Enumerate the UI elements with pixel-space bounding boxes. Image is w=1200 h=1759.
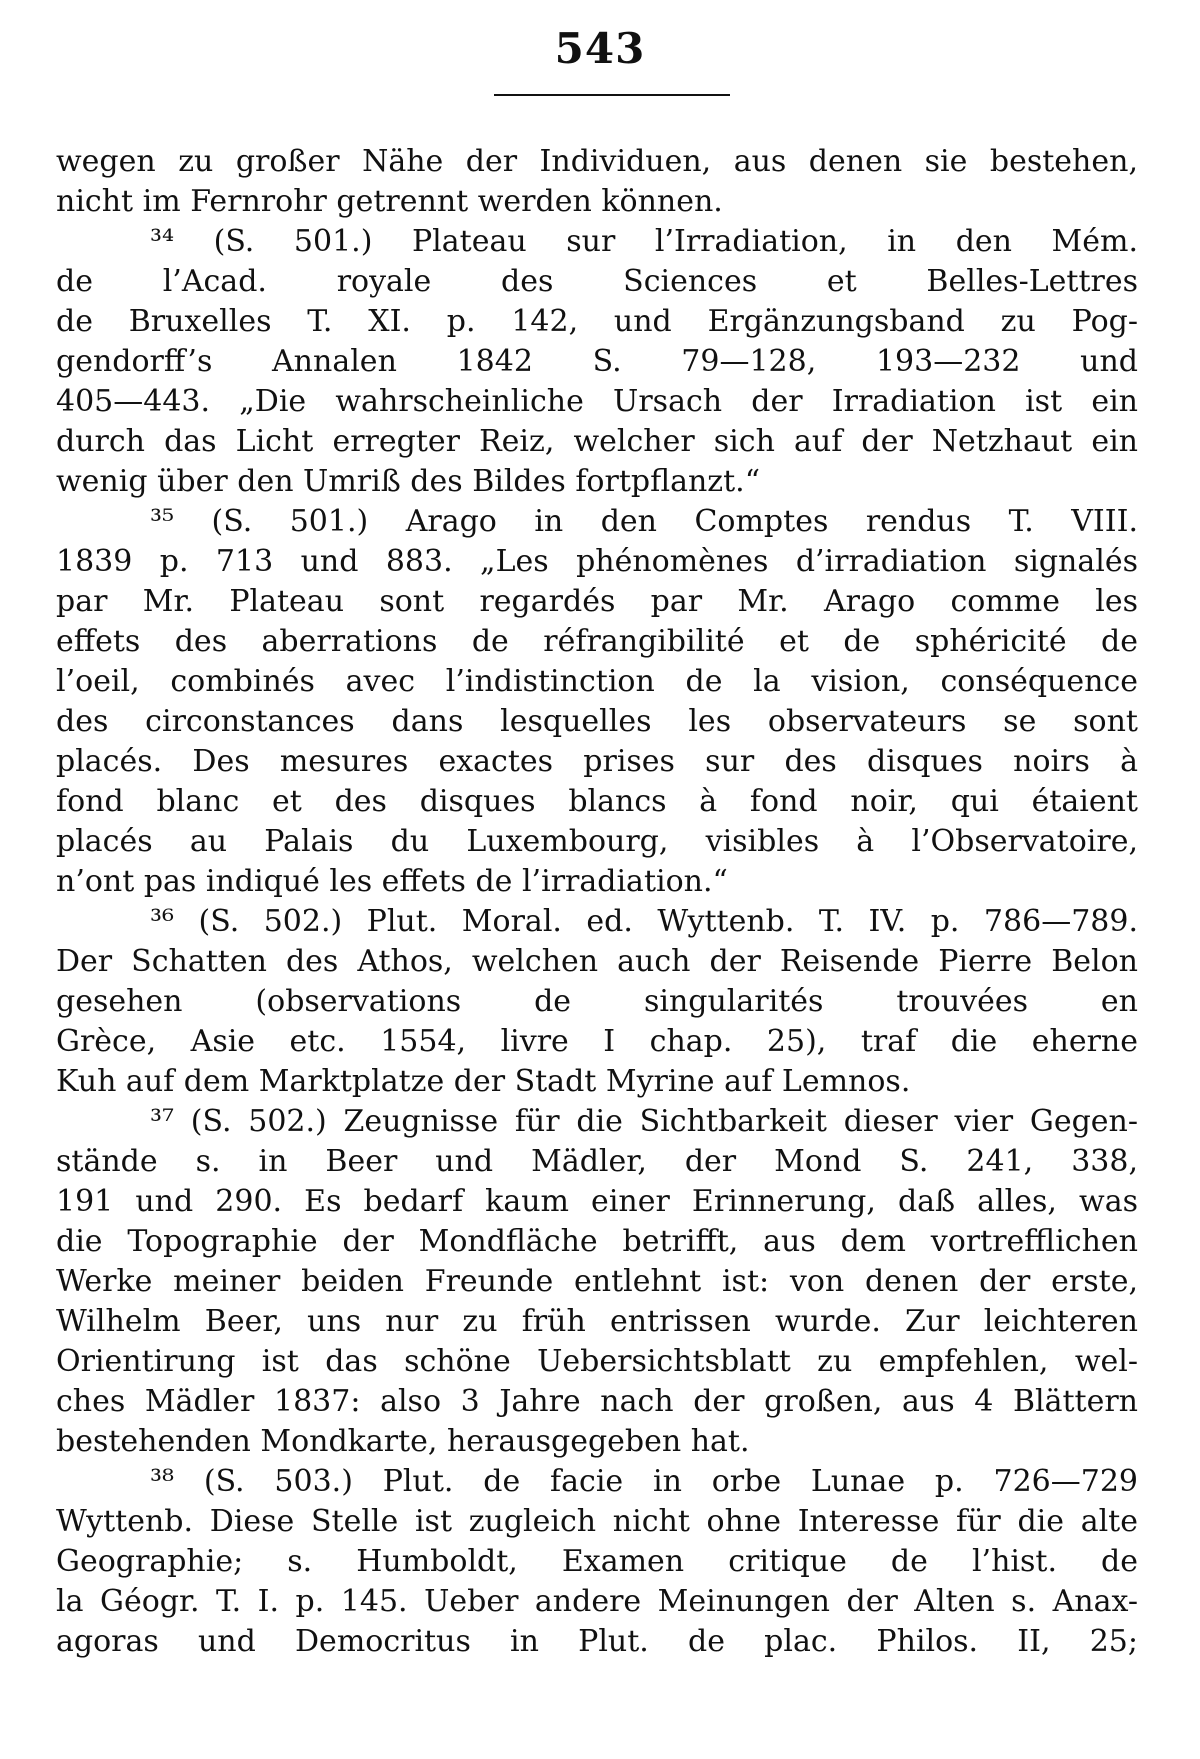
text-line: par Mr. Plateau sont regardés par Mr. Arago comme les <box>56 584 1138 619</box>
text-line: nicht im Fernrohr getrennt werden können. <box>56 184 723 219</box>
text-line: placés. Des mesures exactes prises sur des disques noirs à <box>56 744 1138 779</box>
text-line: n’ont pas indiqué les effets de l’irradiation.“ <box>56 864 728 899</box>
text-line: Der Schatten des Athos, welchen auch der Reisende Pierre Belon <box>56 944 1138 979</box>
text-line: Werke meiner beiden Freunde entlehnt ist: von denen der erste, <box>56 1264 1138 1299</box>
text-line: die Topographie der Mondfläche betrifft, aus dem vortrefflichen <box>56 1224 1138 1259</box>
text-line: wegen zu großer Nähe der Individuen, aus denen sie bestehen, <box>56 144 1138 179</box>
text-line: ³⁶ (S. 502.) Plut. Moral. ed. Wyttenb. T. IV. p. 786—789. <box>150 904 1138 939</box>
text-line: ³⁴ (S. 501.) Plateau sur l’Irradiation, in den Mém. <box>150 224 1138 259</box>
text-line: la Géogr. T. I. p. 145. Ueber andere Meinungen der Alten s. Anax- <box>56 1584 1138 1619</box>
text-line: bestehenden Mondkarte, herausgegeben hat. <box>56 1424 750 1459</box>
text-line: Wilhelm Beer, uns nur zu früh entrissen wurde. Zur leichteren <box>56 1304 1138 1339</box>
text-line: 405—443. „Die wahrscheinliche Ursach der Irradiation ist ein <box>56 384 1138 419</box>
text-line: ³⁸ (S. 503.) Plut. de facie in orbe Lunae p. 726—729 <box>150 1464 1138 1499</box>
text-line: effets des aberrations de réfrangibilité et de sphéricité de <box>56 624 1138 659</box>
text-line: ³⁷ (S. 502.) Zeugnisse für die Sichtbarkeit dieser vier Gegen- <box>150 1104 1138 1139</box>
text-line: 191 und 290. Es bedarf kaum einer Erinnerung, daß alles, was <box>56 1184 1138 1219</box>
text-line: Orientirung ist das schöne Uebersichtsblatt zu empfehlen, wel- <box>56 1344 1138 1379</box>
text-line: des circonstances dans lesquelles les observateurs se sont <box>56 704 1138 739</box>
footnote-text-block <box>56 142 1138 1662</box>
header-rule <box>494 94 730 96</box>
text-line: stände s. in Beer und Mädler, der Mond S. 241, 338, <box>56 1144 1138 1179</box>
text-line: Grèce, Asie etc. 1554, livre I chap. 25), traf die eherne <box>56 1024 1138 1059</box>
text-line: 1839 p. 713 und 883. „Les phénomènes d’irradiation signalés <box>56 544 1138 579</box>
text-line: Wyttenb. Diese Stelle ist zugleich nicht ohne Interesse für die alte <box>56 1504 1138 1539</box>
text-line: agoras und Democritus in Plut. de plac. Philos. II, 25; <box>56 1624 1138 1659</box>
text-line: ches Mädler 1837: also 3 Jahre nach der großen, aus 4 Blättern <box>56 1384 1138 1419</box>
text-line: Kuh auf dem Marktplatze der Stadt Myrine auf Lemnos. <box>56 1064 911 1099</box>
text-line: Geographie; s. Humboldt, Examen critique de l’hist. de <box>56 1544 1138 1579</box>
page-number: 543 <box>554 24 646 73</box>
text-line: gesehen (observations de singularités trouvées en <box>56 984 1138 1019</box>
text-line: de l’Acad. royale des Sciences et Belles-Lettres <box>56 264 1138 299</box>
text-line: ³⁵ (S. 501.) Arago in den Comptes rendus T. VIII. <box>150 504 1138 539</box>
text-line: de Bruxelles T. XI. p. 142, und Ergänzungsband zu Pog- <box>56 304 1138 339</box>
text-line: fond blanc et des disques blancs à fond noir, qui étaient <box>56 784 1138 819</box>
text-line: l’oeil, combinés avec l’indistinction de la vision, conséquence <box>56 664 1138 699</box>
text-line: durch das Licht erregter Reiz, welcher sich auf der Netzhaut ein <box>56 424 1138 459</box>
text-line: placés au Palais du Luxembourg, visibles à l’Observatoire, <box>56 824 1138 859</box>
text-line: gendorff’s Annalen 1842 S. 79—128, 193—232 und <box>56 344 1138 379</box>
text-line: wenig über den Umriß des Bildes fortpflanzt.“ <box>56 464 761 499</box>
